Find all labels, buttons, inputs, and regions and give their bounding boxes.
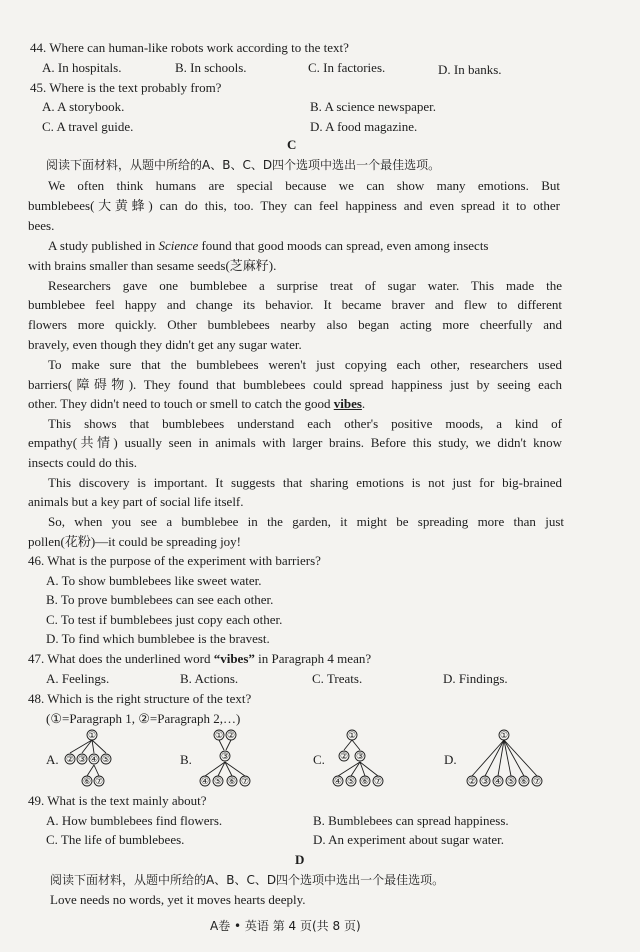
c-p4-text-b: .: [361, 396, 366, 411]
c-p6-line2: animals but a key part of social life itself.: [28, 494, 244, 509]
section-c-letter: C: [287, 137, 297, 152]
tree-d-node-1: ①: [499, 731, 509, 741]
tree-c-node-4: ④: [333, 777, 343, 787]
tree-d-node-6: ⑥: [519, 777, 529, 787]
q46-option-b: B. To prove bumblebees can see each other.: [46, 592, 274, 607]
c-p5-line1: This shows that bumblebees understand each other's positive moods, a kind of: [48, 416, 562, 431]
tree-c-node-5: ⑤: [346, 777, 356, 787]
q46-option-d: D. To find which bumblebee is the bravest.: [46, 631, 270, 646]
q47-stem-c: in Paragraph 4 mean?: [254, 651, 372, 666]
tree-c-node-2: ②: [339, 752, 349, 762]
tree-a-node-6: ⑥: [82, 777, 92, 787]
tree-b-node-3: ③: [220, 752, 230, 762]
tree-c-node-6: ⑥: [360, 777, 370, 787]
q47-option-c: C. Treats.: [312, 671, 363, 686]
tree-a-node-4: ④: [89, 755, 99, 765]
c-p4-line3: [28, 396, 365, 412]
q47-stem-a: 47. What does the underlined word: [28, 651, 214, 666]
section-d-instruction: 阅读下面材料，从题中所给的A、B、C、D四个选项中选出一个最佳选项。: [50, 873, 445, 887]
tree-d-node-4: ④: [493, 777, 503, 787]
section-d-letter: D: [295, 852, 305, 867]
q49-option-d: D. An experiment about sugar water.: [313, 832, 504, 847]
q45-option-a: A. A storybook.: [42, 99, 125, 114]
q48-label-c: C.: [313, 752, 325, 767]
c-p2-line1: [48, 238, 562, 254]
q45-option-c: C. A travel guide.: [42, 119, 134, 134]
c-p7-line2: pollen(花粉)—it could be spreading joy!: [28, 534, 242, 549]
q47-stem: [28, 651, 371, 667]
tree-b-node-7: ⑦: [240, 777, 250, 787]
tree-b-node-2: ②: [226, 731, 236, 741]
section-c-instruction: 阅读下面材料，从题中所给的A、B、C、D四个选项中选出一个最佳选项。: [46, 158, 441, 172]
d-line1: Love needs no words, yet it moves hearts deeply.: [50, 892, 306, 907]
tree-d-node-3: ③: [480, 777, 490, 787]
q44-stem: 44. Where can human-like robots work according to the text?: [30, 40, 349, 55]
structure-diagram-b: [195, 728, 265, 788]
c-p5-line3: insects could do this.: [28, 455, 138, 470]
tree-a-node-2: ②: [65, 755, 75, 765]
q46-option-a: A. To show bumblebees like sweet water.: [46, 573, 262, 588]
q49-option-c: C. The life of bumblebees.: [46, 832, 185, 847]
c-p3-line4: bravely, even though they didn't get any sugar water.: [28, 337, 302, 352]
tree-d-node-5: ⑤: [506, 777, 516, 787]
c-p4-line1: To make sure that the bumblebees weren't just copying each other, researchers used: [48, 357, 562, 372]
q48-label-d: D.: [444, 752, 457, 767]
c-p2-text-b: found that good moods can spread, even among insects: [198, 238, 489, 253]
q49-option-a: A. How bumblebees find flowers.: [46, 813, 223, 828]
q48-note: (①=Paragraph 1, ②=Paragraph 2,…): [46, 711, 241, 726]
tree-c-node-7: ⑦: [373, 777, 383, 787]
c-p4-line2: barriers(障碍物). They found that bumblebees could spread happiness just by seeing each: [28, 377, 562, 392]
c-p1-line3: bees.: [28, 218, 55, 233]
tree-d-node-7: ⑦: [532, 777, 542, 787]
c-p4-text-a: other. They didn't need to touch or smell to catch the good: [28, 396, 334, 411]
q47-option-a: A. Feelings.: [46, 671, 110, 686]
q44-option-c: C. In factories.: [308, 60, 386, 75]
tree-a-node-7: ⑦: [94, 777, 104, 787]
tree-b-node-5: ⑤: [213, 777, 223, 787]
c-p5-line2: empathy(共情) usually seen in animals with larger brains. Before this study, we didn't know: [28, 435, 562, 450]
tree-b-node-6: ⑥: [227, 777, 237, 787]
tree-a-node-1: ①: [87, 731, 97, 741]
q46-stem: 46. What is the purpose of the experiment with barriers?: [28, 553, 321, 568]
structure-diagram-d: [462, 728, 552, 788]
c-p3-line1: Researchers gave one bumblebee a surprise treat of sugar water. This made the: [48, 278, 562, 293]
q45-option-d: D. A food magazine.: [310, 119, 418, 134]
c-p6-line1: This discovery is important. It suggests that sharing emotions is not just for big-brained: [48, 475, 562, 490]
q45-option-b: B. A science newspaper.: [310, 99, 436, 114]
tree-a-node-3: ③: [77, 755, 87, 765]
structure-diagram-c: [328, 728, 398, 788]
q46-option-c: C. To test if bumblebees just copy each other.: [46, 612, 283, 627]
c-p2-text-a: A study published in: [48, 238, 159, 253]
c-p3-line2: bumblebee feel happy and change its behavior. It became braver and flew to different: [28, 297, 562, 312]
q47-option-d: D. Findings.: [443, 671, 508, 686]
tree-c-node-3: ③: [355, 752, 365, 762]
q47-option-b: B. Actions.: [180, 671, 239, 686]
page-footer: A卷 • 英语 第 4 页(共 8 页): [210, 919, 361, 933]
c-p1-line2: bumblebees(大黄蜂) can do this, too. They can feel happiness and even spread it to other: [28, 198, 560, 213]
tree-c-node-1: ①: [347, 731, 357, 741]
tree-b-node-4: ④: [200, 777, 210, 787]
q48-label-b: B.: [180, 752, 192, 767]
q49-stem: 49. What is the text mainly about?: [28, 793, 207, 808]
q49-option-b: B. Bumblebees can spread happiness.: [313, 813, 509, 828]
structure-diagram-a: [60, 728, 130, 788]
q47-stem-word: “vibes”: [213, 651, 255, 666]
q44-option-a: A. In hospitals.: [42, 60, 122, 75]
q44-option-b: B. In schools.: [175, 60, 247, 75]
tree-a-node-5: ⑤: [101, 755, 111, 765]
c-p4-underlined-word: vibes: [333, 396, 362, 411]
c-p3-line3: flowers more quickly. Other bumblebees nearby also began acting more cheerfully and: [28, 317, 562, 332]
q48-stem: 48. Which is the right structure of the text?: [28, 691, 252, 706]
q45-stem: 45. Where is the text probably from?: [30, 80, 222, 95]
c-p2-journal: Science: [158, 238, 199, 253]
c-p2-line2: with brains smaller than sesame seeds(芝麻籽).: [28, 258, 277, 273]
tree-d-node-2: ②: [467, 777, 477, 787]
c-p7-line1: So, when you see a bumblebee in the garden, it might be spreading more than just: [48, 514, 564, 529]
q48-label-a: A.: [46, 752, 59, 767]
tree-b-node-1: ①: [214, 731, 224, 741]
q44-option-d: D. In banks.: [438, 62, 502, 77]
c-p1-line1: We often think humans are special because we can show many emotions. But: [48, 178, 560, 193]
